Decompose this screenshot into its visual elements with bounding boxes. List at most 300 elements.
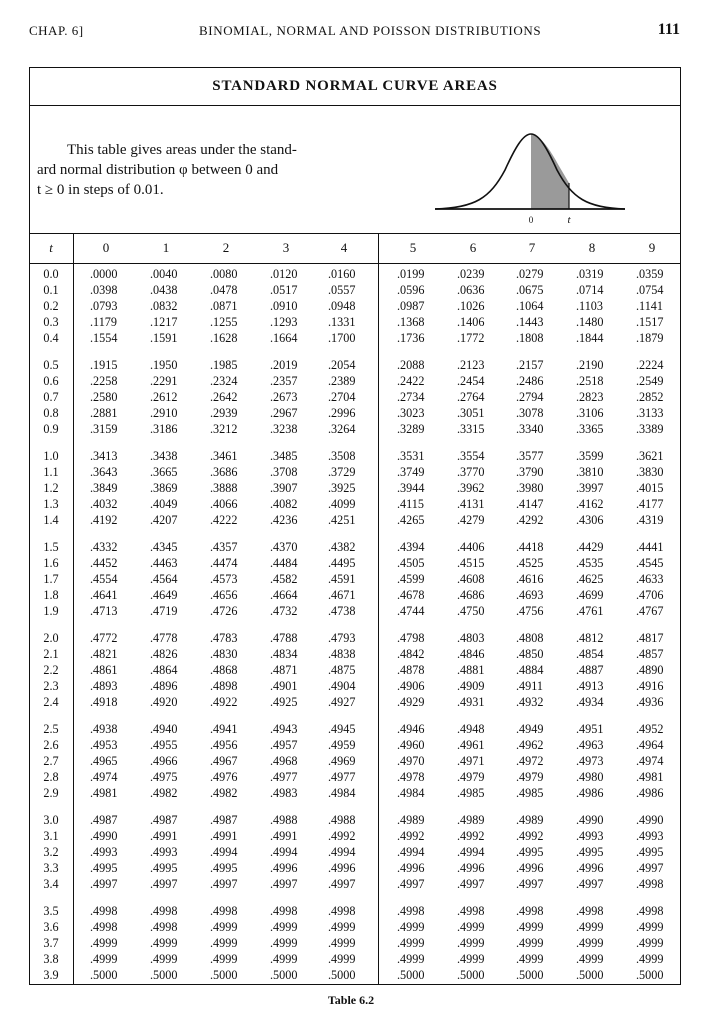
area-value: .4982 (150, 786, 178, 800)
area-value: .4996 (576, 861, 604, 875)
area-value: .2422 (397, 374, 425, 388)
area-value: .4484 (270, 556, 298, 570)
area-value: .4898 (210, 679, 238, 693)
area-value: .4429 (576, 540, 604, 554)
row-group (30, 266, 680, 346)
area-value: .0359 (636, 267, 664, 281)
area-value: .1026 (457, 299, 485, 313)
table-row (30, 646, 680, 662)
area-value: .4999 (576, 952, 604, 966)
table-row (30, 314, 680, 330)
area-value: .4564 (150, 572, 178, 586)
table-row (30, 587, 680, 603)
row-t-value: 3.9 (43, 968, 59, 982)
area-value: .4981 (90, 786, 118, 800)
area-value: .4995 (210, 861, 238, 875)
area-value: .2389 (328, 374, 356, 388)
area-value: .1255 (210, 315, 238, 329)
area-value: .4678 (397, 588, 425, 602)
area-value: .4999 (150, 952, 178, 966)
area-value: .4952 (636, 722, 664, 736)
row-group (30, 630, 680, 710)
row-t-value: 3.3 (43, 861, 59, 875)
area-value: .0910 (270, 299, 298, 313)
area-value: .3810 (576, 465, 604, 479)
table-description (37, 140, 367, 200)
area-value: .4857 (636, 647, 664, 661)
area-value: .5000 (328, 968, 356, 982)
area-value: .0871 (210, 299, 238, 313)
row-t-value: 2.9 (43, 786, 59, 800)
area-value: .4987 (210, 813, 238, 827)
table-row (30, 330, 680, 346)
area-value: .4979 (516, 770, 544, 784)
area-value: .4997 (150, 877, 178, 891)
area-value: .4345 (150, 540, 178, 554)
row-t-value: 0.6 (43, 374, 59, 388)
area-value: .4999 (270, 920, 298, 934)
area-value: .4967 (210, 754, 238, 768)
area-value: .4998 (457, 904, 485, 918)
area-value: .3461 (210, 449, 238, 463)
area-value: .4989 (457, 813, 485, 827)
area-value: .2794 (516, 390, 544, 404)
area-value: .4554 (90, 572, 118, 586)
description-line: t ≥ 0 in steps of 0.01. (37, 182, 164, 198)
area-value: .4997 (90, 877, 118, 891)
area-value: .0793 (90, 299, 118, 313)
area-value: .3531 (397, 449, 425, 463)
area-value: .4984 (328, 786, 356, 800)
header-col-1: 1 (162, 240, 170, 255)
table-row (30, 662, 680, 678)
area-value: .1700 (328, 331, 356, 345)
area-value: .4406 (457, 540, 485, 554)
area-value: .2224 (636, 358, 664, 372)
area-value: .1406 (457, 315, 485, 329)
area-value: .4808 (516, 631, 544, 645)
area-value: .1179 (90, 315, 117, 329)
row-t-value: 1.6 (43, 556, 59, 570)
area-value: .4821 (90, 647, 118, 661)
area-value: .3944 (397, 481, 425, 495)
area-value: .1064 (516, 299, 544, 313)
area-value: .5000 (90, 968, 118, 982)
area-value: .3554 (457, 449, 485, 463)
area-value: .4979 (457, 770, 485, 784)
row-t-value: 3.8 (43, 952, 59, 966)
area-value: .4545 (636, 556, 664, 570)
area-value: .4949 (516, 722, 544, 736)
row-t-value: 3.7 (43, 936, 59, 950)
area-value: .5000 (636, 968, 664, 982)
area-value: .4993 (636, 829, 664, 843)
table-row (30, 539, 680, 555)
area-value: .4463 (150, 556, 178, 570)
area-value: .4999 (636, 920, 664, 934)
area-value: .4998 (576, 904, 604, 918)
area-value: .4452 (90, 556, 118, 570)
area-value: .1443 (516, 315, 544, 329)
description-line: This table gives areas under the stand- (67, 142, 297, 158)
area-value: .4963 (576, 738, 604, 752)
area-value: .4997 (457, 877, 485, 891)
table-row (30, 266, 680, 282)
area-value: .4999 (516, 920, 544, 934)
area-value: .3438 (150, 449, 178, 463)
row-group (30, 812, 680, 892)
area-value: .4992 (457, 829, 485, 843)
area-value: .0987 (397, 299, 425, 313)
area-value: .4999 (328, 936, 356, 950)
area-value: .4713 (90, 604, 118, 618)
table-row (30, 298, 680, 314)
area-value: .4999 (397, 920, 425, 934)
area-value: .1517 (636, 315, 664, 329)
area-value: .2486 (516, 374, 544, 388)
table-title: STANDARD NORMAL CURVE AREAS (30, 68, 680, 106)
area-value: .4990 (90, 829, 118, 843)
table-row (30, 721, 680, 737)
area-value: .4826 (150, 647, 178, 661)
area-value: .4948 (457, 722, 485, 736)
area-value: .1879 (636, 331, 664, 345)
area-value: .4977 (328, 770, 356, 784)
row-t-value: 1.7 (43, 572, 59, 586)
row-t-value: 2.3 (43, 679, 59, 693)
area-value: .3830 (636, 465, 664, 479)
area-value: .4909 (457, 679, 485, 693)
area-value: .1293 (270, 315, 298, 329)
row-t-value: 2.7 (43, 754, 59, 768)
area-value: .4998 (150, 920, 178, 934)
header-t: t (49, 240, 53, 255)
row-t-value: 0.0 (43, 267, 59, 281)
area-value: .2088 (397, 358, 425, 372)
area-value: .0160 (328, 267, 356, 281)
row-t-value: 1.2 (43, 481, 59, 495)
area-value: .4830 (210, 647, 238, 661)
area-value: .2123 (457, 358, 485, 372)
area-value: .2549 (636, 374, 664, 388)
table-row (30, 812, 680, 828)
area-value: .4996 (397, 861, 425, 875)
area-value: .4418 (516, 540, 544, 554)
area-value: .4996 (328, 861, 356, 875)
header-col-2: 2 (222, 240, 230, 255)
area-value: .4971 (457, 754, 485, 768)
area-value: .4783 (210, 631, 238, 645)
area-value: .4015 (636, 481, 664, 495)
area-value: .4996 (516, 861, 544, 875)
area-value: .4990 (636, 813, 664, 827)
area-value: .4854 (576, 647, 604, 661)
area-value: .4999 (328, 952, 356, 966)
table-row (30, 448, 680, 464)
area-value: .4719 (150, 604, 178, 618)
area-value: .4951 (576, 722, 604, 736)
area-value: .4192 (90, 513, 118, 527)
row-t-value: 0.7 (43, 390, 59, 404)
area-value: .3340 (516, 422, 544, 436)
area-value: .3508 (328, 449, 356, 463)
area-value: .4974 (90, 770, 118, 784)
area-value: .4998 (150, 904, 178, 918)
area-value: .4994 (270, 845, 298, 859)
area-value: .4999 (636, 952, 664, 966)
area-value: .4998 (270, 904, 298, 918)
table-row (30, 860, 680, 876)
area-value: .4788 (270, 631, 298, 645)
area-value: .3365 (576, 422, 604, 436)
header-col-0: 0 (102, 240, 110, 255)
row-t-value: 2.8 (43, 770, 59, 784)
area-value: .4986 (636, 786, 664, 800)
area-value: .4986 (576, 786, 604, 800)
area-value: .2454 (457, 374, 485, 388)
area-value: .4890 (636, 663, 664, 677)
area-value: .4999 (90, 936, 118, 950)
area-value: .4881 (457, 663, 485, 677)
area-value: .4850 (516, 647, 544, 661)
area-value: .4993 (576, 829, 604, 843)
area-value: .4997 (636, 861, 664, 875)
area-value: .4997 (328, 877, 356, 891)
area-value: .4906 (397, 679, 425, 693)
row-t-value: 3.2 (43, 845, 59, 859)
area-value: .4999 (516, 952, 544, 966)
area-value: .0279 (516, 267, 544, 281)
area-value: .4976 (210, 770, 238, 784)
area-value: .4147 (516, 497, 544, 511)
header-col-4: 4 (340, 240, 348, 255)
row-t-value: 0.3 (43, 315, 59, 329)
area-value: .3078 (516, 406, 544, 420)
area-value: .3413 (90, 449, 118, 463)
table-row (30, 903, 680, 919)
area-value: .1808 (516, 331, 544, 345)
area-value: .1772 (457, 331, 485, 345)
area-value: .4997 (210, 877, 238, 891)
area-value: .4998 (328, 904, 356, 918)
area-value: .4916 (636, 679, 664, 693)
header-col-8: 8 (588, 240, 596, 255)
area-value: .2054 (328, 358, 356, 372)
area-value: .4922 (210, 695, 238, 709)
area-value: .1368 (397, 315, 425, 329)
area-value: .4945 (328, 722, 356, 736)
area-value: .3133 (636, 406, 664, 420)
area-value: .0199 (397, 267, 425, 281)
area-value: .4981 (636, 770, 664, 784)
area-value: .4803 (457, 631, 485, 645)
area-value: .4441 (636, 540, 664, 554)
area-value: .4920 (150, 695, 178, 709)
row-t-value: 2.2 (43, 663, 59, 677)
area-value: .4616 (516, 572, 544, 586)
area-value: .1591 (150, 331, 178, 345)
area-value: .4515 (457, 556, 485, 570)
area-value: .4999 (516, 936, 544, 950)
area-value: .4993 (90, 845, 118, 859)
area-value: .3749 (397, 465, 425, 479)
area-value: .4750 (457, 604, 485, 618)
row-t-value: 3.6 (43, 920, 59, 934)
area-value: .4236 (270, 513, 298, 527)
area-value: .4251 (328, 513, 356, 527)
area-value: .3212 (210, 422, 238, 436)
area-value: .4706 (636, 588, 664, 602)
area-value: .0517 (270, 283, 298, 297)
area-value: .4987 (150, 813, 178, 827)
area-value: .3106 (576, 406, 604, 420)
area-value: .4222 (210, 513, 238, 527)
area-value: .4999 (397, 952, 425, 966)
area-value: .4998 (636, 904, 664, 918)
area-value: .4292 (516, 513, 544, 527)
shaded-area (531, 134, 569, 209)
area-value: .2910 (150, 406, 178, 420)
area-value: .4370 (270, 540, 298, 554)
row-group (30, 903, 680, 983)
area-value: .3686 (210, 465, 238, 479)
area-value: .5000 (210, 968, 238, 982)
area-value: .3023 (397, 406, 425, 420)
area-value: .4998 (516, 904, 544, 918)
area-value: .3849 (90, 481, 118, 495)
area-value: .2190 (576, 358, 604, 372)
area-value: .4997 (397, 877, 425, 891)
table-row (30, 421, 680, 437)
area-value: .0319 (576, 267, 604, 281)
area-value: .4984 (397, 786, 425, 800)
area-value: .5000 (457, 968, 485, 982)
area-value: .4999 (210, 936, 238, 950)
area-value: .3888 (210, 481, 238, 495)
area-value: .4965 (90, 754, 118, 768)
column-header-row (30, 233, 680, 264)
area-value: .2157 (516, 358, 544, 372)
header-col-9: 9 (648, 240, 656, 255)
table-row (30, 373, 680, 389)
area-value: .4699 (576, 588, 604, 602)
area-value: .4990 (576, 813, 604, 827)
area-value: .1103 (576, 299, 603, 313)
table-caption: Table 6.2 (327, 993, 375, 1007)
area-value: .4989 (516, 813, 544, 827)
area-value: .4978 (397, 770, 425, 784)
table-row (30, 876, 680, 892)
table-row (30, 753, 680, 769)
area-value: .4999 (90, 952, 118, 966)
running-head (29, 23, 680, 41)
area-value: .2764 (457, 390, 485, 404)
area-value: .2357 (270, 374, 298, 388)
area-value: .4943 (270, 722, 298, 736)
area-value: .4999 (210, 920, 238, 934)
area-value: .4505 (397, 556, 425, 570)
area-value: .4994 (457, 845, 485, 859)
area-value: .4992 (516, 829, 544, 843)
chapter-label: CHAP. 6] (29, 23, 84, 38)
area-value: .4974 (636, 754, 664, 768)
area-value: .4693 (516, 588, 544, 602)
area-value: .4938 (90, 722, 118, 736)
area-value: .5000 (270, 968, 298, 982)
area-value: .0080 (210, 267, 238, 281)
area-value: .4474 (210, 556, 238, 570)
area-value: .4162 (576, 497, 604, 511)
table-row (30, 737, 680, 753)
table-row (30, 282, 680, 298)
area-value: .4999 (328, 920, 356, 934)
area-value: .5000 (516, 968, 544, 982)
area-value: .3485 (270, 449, 298, 463)
area-value: .4761 (576, 604, 604, 618)
table-row (30, 603, 680, 619)
area-value: .3925 (328, 481, 356, 495)
area-value: .4115 (397, 497, 424, 511)
row-t-value: 1.4 (43, 513, 59, 527)
area-value: .2612 (150, 390, 178, 404)
area-value: .3289 (397, 422, 425, 436)
header-col-6: 6 (469, 240, 477, 255)
area-value: .4995 (576, 845, 604, 859)
area-value: .3577 (516, 449, 544, 463)
area-value: .4992 (397, 829, 425, 843)
area-value: .2324 (210, 374, 238, 388)
area-value: .4936 (636, 695, 664, 709)
area-value: .4998 (90, 904, 118, 918)
area-value: .2019 (270, 358, 298, 372)
area-value: .4878 (397, 663, 425, 677)
row-t-value: 1.9 (43, 604, 59, 618)
table-row (30, 951, 680, 967)
area-value: .3621 (636, 449, 664, 463)
area-value: .4927 (328, 695, 356, 709)
area-value: .4793 (328, 631, 356, 645)
table-row (30, 496, 680, 512)
area-value: .4929 (397, 695, 425, 709)
area-value: .0120 (270, 267, 298, 281)
area-value: .2996 (328, 406, 356, 420)
area-value: .4744 (397, 604, 425, 618)
area-value: .2580 (90, 390, 118, 404)
area-value: .3051 (457, 406, 485, 420)
row-t-value: 2.6 (43, 738, 59, 752)
table-row (30, 769, 680, 785)
area-value: .1736 (397, 331, 425, 345)
area-value: .4988 (270, 813, 298, 827)
chapter-title: BINOMIAL, NORMAL AND POISSON DISTRIBUTIONS (199, 23, 542, 38)
area-value: .4996 (457, 861, 485, 875)
area-value: .4864 (150, 663, 178, 677)
description-band (30, 105, 680, 234)
area-value: .3790 (516, 465, 544, 479)
area-value: .4998 (636, 877, 664, 891)
area-value: .4686 (457, 588, 485, 602)
area-value: .0398 (90, 283, 118, 297)
area-value: .4940 (150, 722, 178, 736)
area-value: .4925 (270, 695, 298, 709)
table-row (30, 935, 680, 951)
area-value: .4357 (210, 540, 238, 554)
area-value: .4265 (397, 513, 425, 527)
table-row (30, 694, 680, 710)
area-value: .4999 (270, 936, 298, 950)
area-value: .2939 (210, 406, 238, 420)
row-t-value: 2.0 (43, 631, 59, 645)
